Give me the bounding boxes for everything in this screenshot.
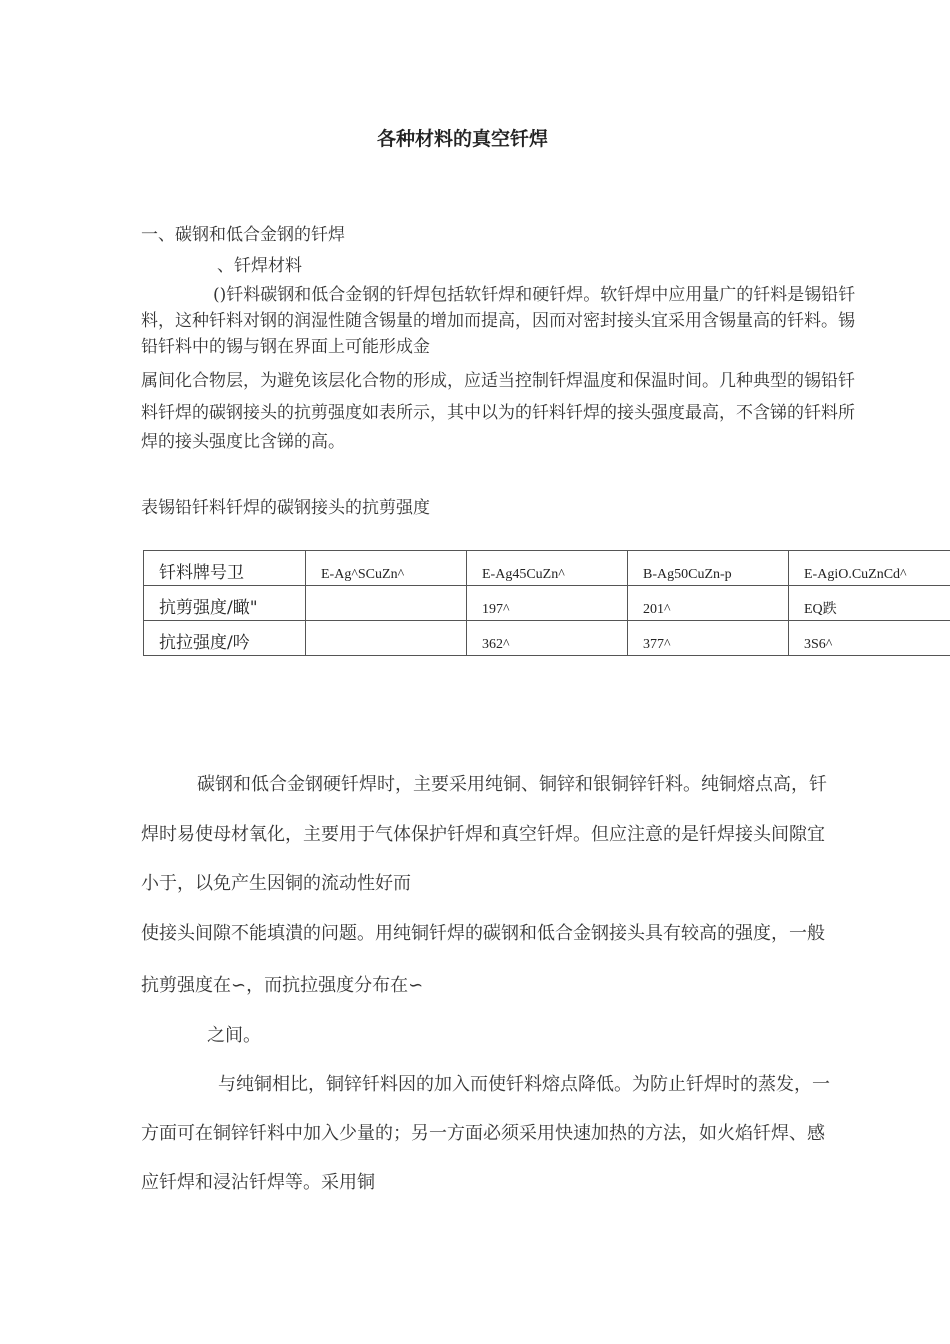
table-cell: 201^ [628, 586, 789, 621]
table-cell: 抗拉强度/吟 [144, 621, 306, 656]
table-cell: 377^ [628, 621, 789, 656]
table-cell: 抗剪强度/瞰" [144, 586, 306, 621]
table-row [144, 551, 950, 586]
paragraph-line: ()钎料碳钢和低合金钢的钎焊包括软钎焊和硬钎焊。软钎焊中应用量广的钎料是锡铅钎 [213, 285, 856, 305]
paragraph-line: 碳钢和低合金钢硬钎焊时，主要采用纯铜、铜锌和银铜锌钎料。纯铜熔点高，钎 [197, 774, 827, 795]
table-cell: E-AgiO.CuZnCd^ [789, 551, 950, 586]
document-title: 各种材料的真空钎焊 [377, 128, 549, 150]
paragraph-line: 铅钎料中的锡与钢在界面上可能形成金 [141, 337, 430, 357]
paragraph-line: 抗剪强度在∽，而抗拉强度分布在∽ [141, 975, 424, 996]
table-cell: 3S6^ [789, 621, 950, 656]
paragraph-line: 之间。 [207, 1025, 261, 1046]
paragraph-line: 属间化合物层，为避免该层化合物的形成，应适当控制钎焊温度和保温时间。几种典型的锡铅钎 [141, 371, 855, 391]
paragraph-line: 方面可在铜锌钎料中加入少量的；另一方面必须采用快速加热的方法，如火焰钎焊、感 [141, 1123, 825, 1144]
strength-table [143, 550, 950, 656]
table-cell: E-Ag^SCuZn^ [306, 551, 467, 586]
paragraph-line: 与纯铜相比，铜锌钎料因的加入而使钎料熔点降低。为防止钎焊时的蒸发，一 [218, 1074, 830, 1095]
table-cell [306, 621, 467, 656]
table-cell: B-Ag50CuZn-p [628, 551, 789, 586]
paragraph-line: 小于，以免产生因铜的流动性好而 [141, 873, 411, 894]
section-heading: 一、碳钢和低合金钢的钎焊 [141, 225, 345, 245]
paragraph-line: 使接头间隙不能填潰的问题。用纯铜钎焊的碳钢和低合金钢接头具有较高的强度，一般 [141, 923, 825, 944]
paragraph-line: 焊时易使母材氧化，主要用于气体保护钎焊和真空钎焊。但应注意的是钎焊接头间隙宜 [141, 824, 825, 845]
paragraph-line: 焊的接头强度比含锑的高。 [141, 432, 345, 452]
paragraph-line: 料钎焊的碳钢接头的抗剪强度如表所示，其中以为的钎料钎焊的接头强度最高，不含锑的钎料所 [141, 403, 855, 423]
subsection-heading: 、钎焊材料 [217, 256, 302, 276]
table-cell: EQ跌 [789, 586, 950, 621]
paragraph-line: 应钎焊和浸沾钎焊等。采用铜 [141, 1172, 375, 1193]
table-cell: 钎料牌号卫 [144, 551, 306, 586]
table-cell: E-Ag45CuZn^ [467, 551, 628, 586]
table-cell: 197^ [467, 586, 628, 621]
table-cell [306, 586, 467, 621]
paragraph-line: 料，这种钎料对钢的润湿性随含锡量的增加而提高，因而对密封接头宜采用含锡量高的钎料。锡 [141, 311, 855, 331]
table-row [144, 586, 950, 621]
table-caption: 表锡铅钎料钎焊的碳钢接头的抗剪强度 [141, 498, 430, 518]
table-cell: 362^ [467, 621, 628, 656]
table-row [144, 621, 950, 656]
